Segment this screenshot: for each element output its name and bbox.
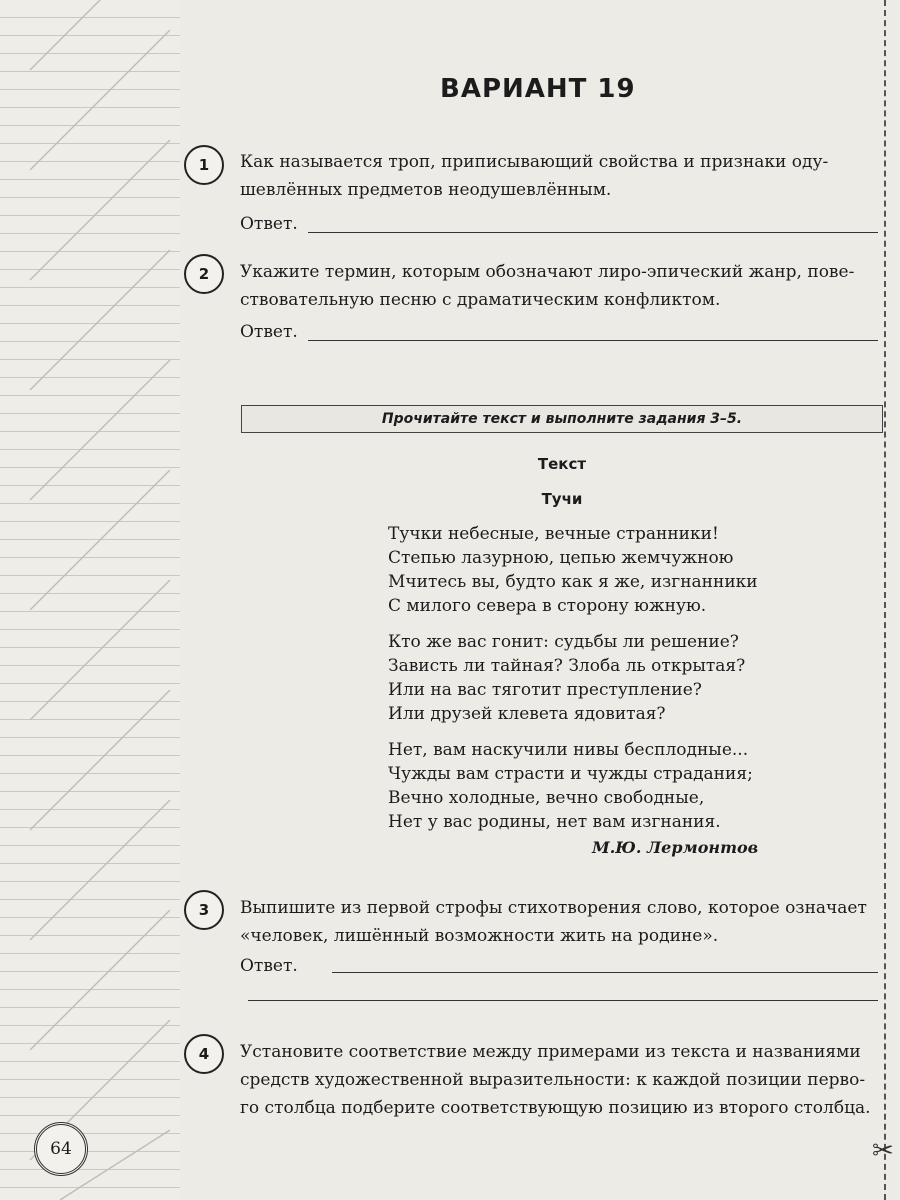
poem-body (388, 522, 758, 846)
task-3-line-1: Выпишите из первой строфы стихотворения слово, которое означает (240, 898, 867, 918)
task-2-answer-field[interactable] (308, 340, 878, 341)
poem-title: Тучи (541, 490, 583, 508)
task-4-line-1: Установите соответствие между примерами из текста и названиями (240, 1042, 861, 1062)
task-1-answer-label: Ответ. (240, 214, 298, 234)
task-2-text (240, 258, 880, 314)
poem-line: Кто же вас гонит: судьбы ли решение? (388, 632, 739, 652)
task-3-text (240, 894, 880, 950)
poem-line: Мчитесь вы, будто как я же, изгнанники (388, 572, 758, 592)
task-1-line-2: шевлённых предметов неодушевлённым. (240, 180, 612, 200)
poem-line: Тучки небесные, вечные странники! (388, 524, 719, 544)
poem-stanza-2 (388, 630, 758, 726)
poem-stanza-3 (388, 738, 758, 834)
poem-line: Степью лазурною, цепью жемчужною (388, 548, 734, 568)
task-number-3: 3 (184, 890, 224, 930)
task-3-answer-label: Ответ. (240, 956, 298, 976)
text-heading: Текст (537, 455, 587, 473)
task-2-line-2: ствовательную песню с драматическим конфликтом. (240, 290, 721, 310)
poem-line: Или друзей клевета ядовитая? (388, 704, 666, 724)
scissors-icon: ✂ (872, 1136, 894, 1166)
margin-diagonal-lines (0, 0, 180, 1200)
task-1-line-1: Как называется троп, приписывающий свойства и признаки оду- (240, 152, 829, 172)
poem-stanza-1 (388, 522, 758, 618)
task-3-answer-field[interactable] (332, 972, 878, 973)
task-1-answer-field[interactable] (308, 232, 878, 233)
poem-line: Вечно холодные, вечно свободные, (388, 788, 705, 808)
task-number-4: 4 (184, 1034, 224, 1074)
task-4-line-2: средств художественной выразительности: к каждой позиции перво- (240, 1070, 866, 1090)
task-3-answer-field-2[interactable] (248, 1000, 878, 1001)
poem-line: Нет, вам наскучили нивы бесплодные... (388, 740, 749, 760)
page-number: 64 (34, 1122, 88, 1176)
poem-line: С милого севера в сторону южную. (388, 596, 707, 616)
ruled-margin (0, 0, 180, 1200)
poem-line: Чужды вам страсти и чужды страдания; (388, 764, 753, 784)
task-2-line-1: Укажите термин, которым обозначают лиро-эпический жанр, пове- (240, 262, 855, 282)
task-3-line-2: «человек, лишённый возможности жить на родине». (240, 926, 719, 946)
task-1-text (240, 148, 880, 204)
poem-line: Нет у вас родины, нет вам изгнания. (388, 812, 721, 832)
task-number-1: 1 (184, 145, 224, 185)
reading-instruction: Прочитайте текст и выполните задания 3–5. (242, 405, 882, 433)
task-number-2: 2 (184, 254, 224, 294)
task-4-line-3: го столбца подберите соответствующую позицию из второго столбца. (240, 1098, 871, 1118)
cut-line (884, 0, 886, 1200)
poem-line: Зависть ли тайная? Злоба ль открытая? (388, 656, 746, 676)
page-title: ВАРИАНТ 19 (440, 74, 636, 104)
task-4-text (240, 1038, 880, 1122)
poem-author: М.Ю. Лермонтов (592, 838, 759, 857)
poem-line: Или на вас тяготит преступление? (388, 680, 702, 700)
task-2-answer-label: Ответ. (240, 322, 298, 342)
